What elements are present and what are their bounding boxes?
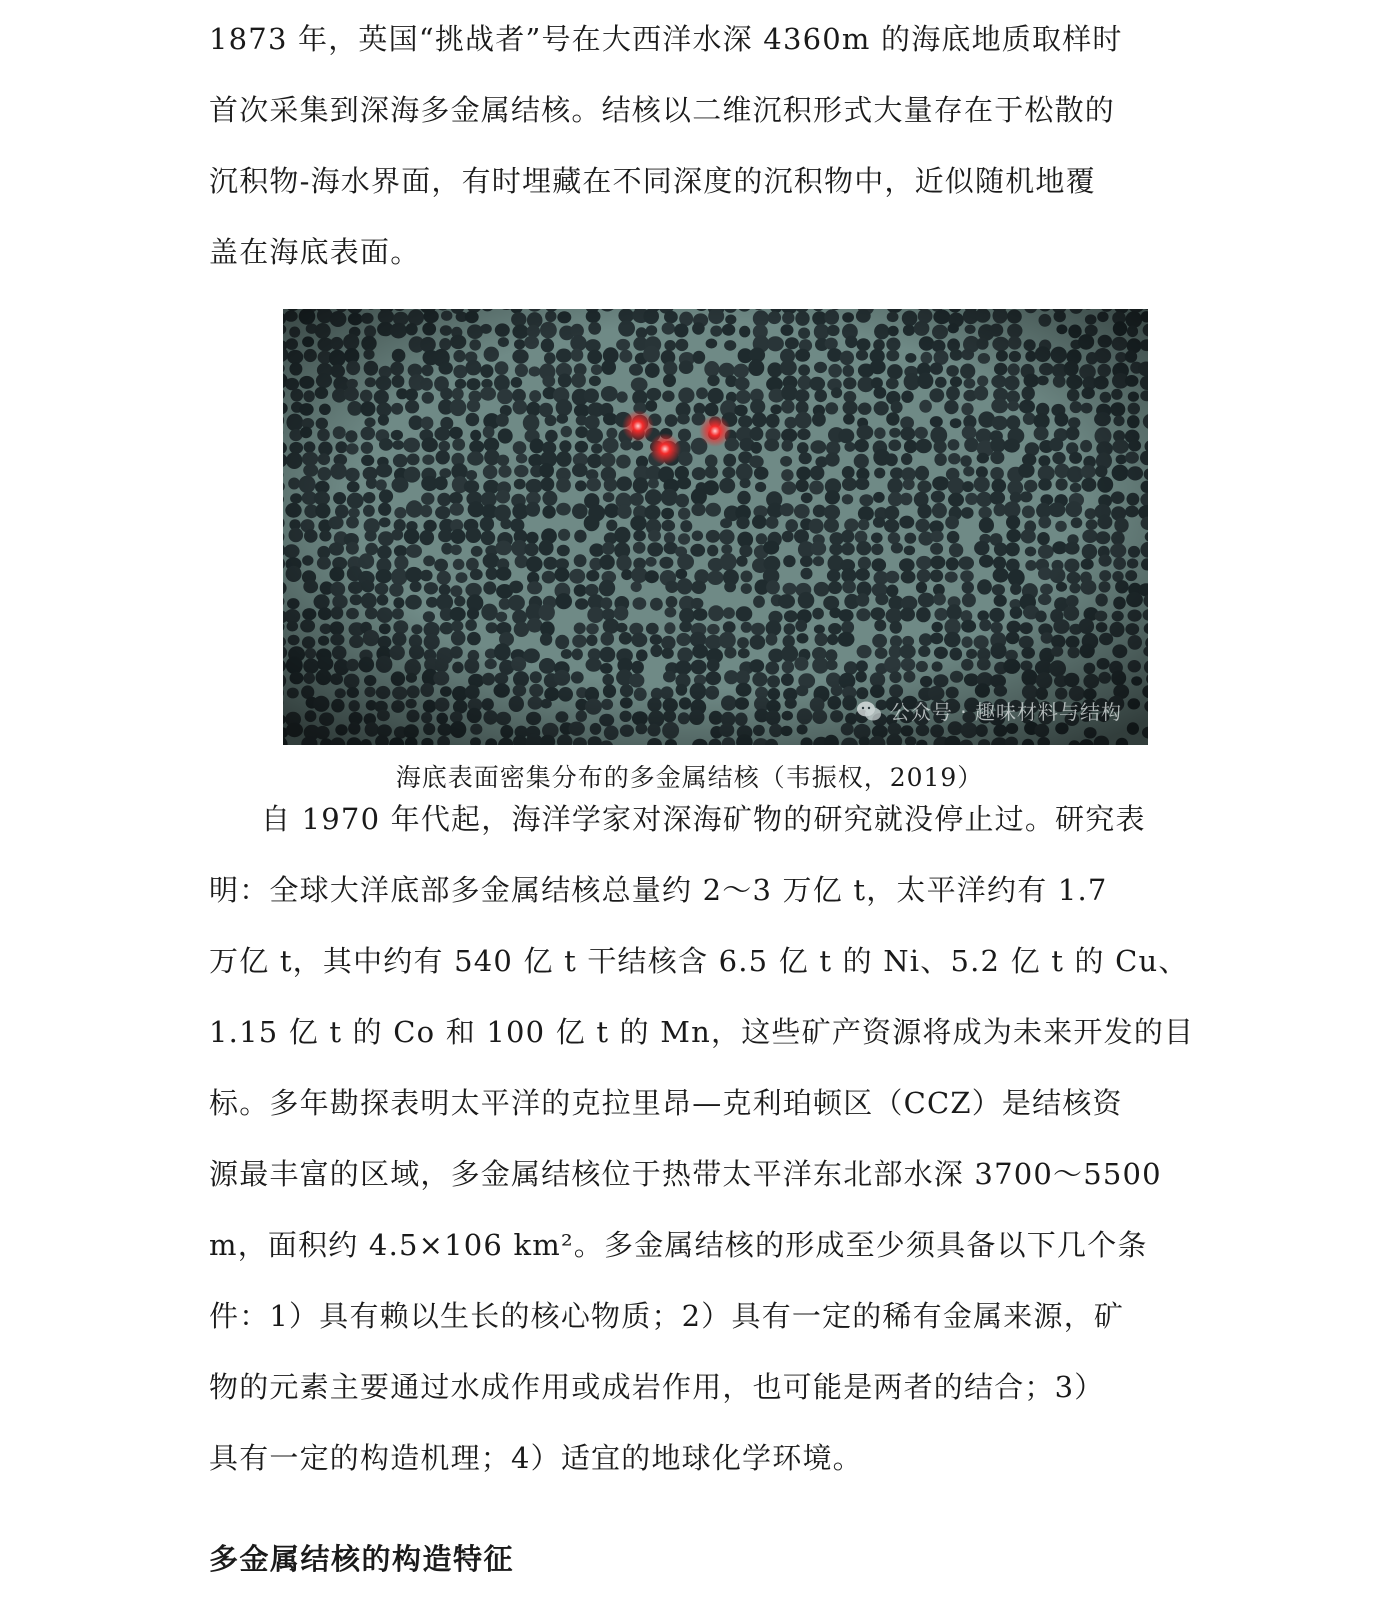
text-line: 盖在海底表面。 [209,235,421,269]
text-line: m，面积约 4.5×106 km²。多金属结核的形成至少须具备以下几个条 [209,1228,1148,1262]
text-line: 物的元素主要通过水成作用或成岩作用，也可能是两者的结合；3） [209,1370,1105,1404]
text-line: 标。多年勘探表明太平洋的克拉里昂—克利珀顿区（CCZ）是结核资 [209,1086,1123,1120]
nodules-illustration [283,309,1148,745]
watermark-text: 公众号 · 趣味材料与结构 [889,700,1122,724]
text-line: 沉积物-海水界面，有时埋藏在不同深度的沉积物中，近似随机地覆 [209,164,1096,198]
wechat-icon [856,700,882,722]
vignette-overlay [283,309,1148,745]
text-line: 明：全球大洋底部多金属结核总量约 2～3 万亿 t，太平洋约有 1.7 [209,873,1108,907]
text-line: 首次采集到深海多金属结核。结核以二维沉积形式大量存在于松散的 [209,93,1116,127]
figure-caption: 海底表面密集分布的多金属结核（韦振权，2019） [395,763,984,792]
text-line: 件：1）具有赖以生长的核心物质；2）具有一定的稀有金属来源，矿 [209,1299,1125,1333]
intro-paragraph [209,4,1169,288]
section-heading: 多金属结核的构造特征 [209,1542,515,1576]
text-line: 具有一定的构造机理；4）适宜的地球化学环境。 [209,1441,863,1475]
text-line: 1.15 亿 t 的 Co 和 100 亿 t 的 Mn，这些矿产资源将成为未来开发的目 [209,1015,1195,1049]
text-line: 源最丰富的区域，多金属结核位于热带太平洋东北部水深 3700～5500 [209,1157,1162,1191]
seafloor-nodules-photo [283,309,1148,745]
body-paragraph [209,784,1195,1494]
watermark [856,696,1122,725]
text-line: 万亿 t，其中约有 540 亿 t 干结核含 6.5 亿 t 的 Ni、5.2 亿 t 的 Cu、 [209,944,1189,978]
text-line: 1873 年，英国“挑战者”号在大西洋水深 4360m 的海底地质取样时 [209,22,1123,56]
text-line: 自 1970 年代起，海洋学家对深海矿物的研究就没停止过。研究表 [261,802,1146,836]
